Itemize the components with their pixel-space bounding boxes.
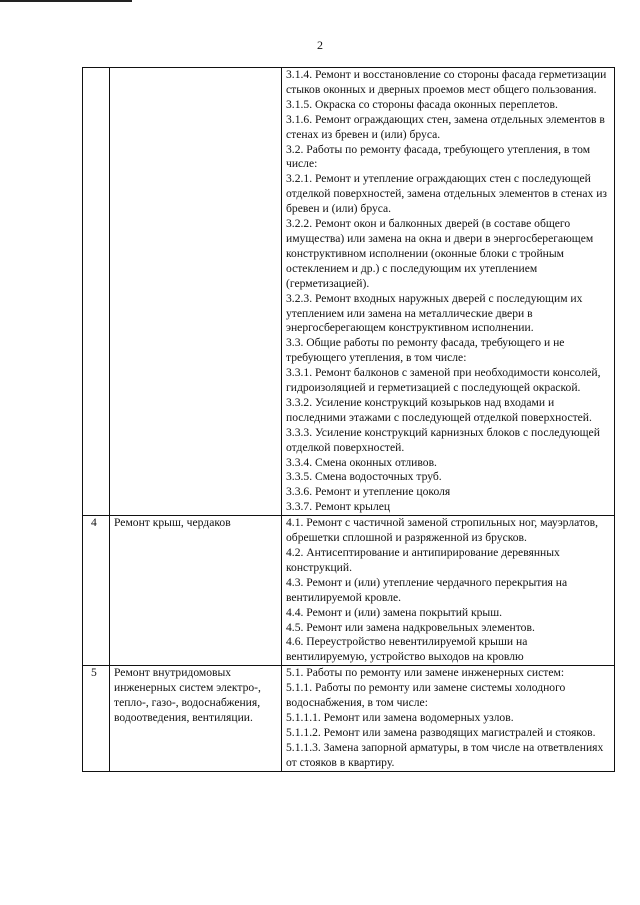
work-item: 4.6. Переустройство невентилируемой крыши на вентилируемую, устройство выходов на кровлю — [286, 635, 528, 664]
work-item: 3.2. Работы по ремонту фасада, требующего утепления, в том числе: — [286, 142, 591, 171]
row-name-cell: Ремонт внутридомовых инженерных систем электро-, тепло-, газо-, водоснабжения, водоотведения, вентиляции. — [110, 666, 282, 771]
work-item: 4.2. Антисептирование и антипирирование деревянных конструкций. — [286, 546, 560, 574]
work-item: 5.1. Работы по ремонту или замене инженерных систем: — [286, 666, 565, 680]
work-item: 3.3.7. Ремонт крылец — [286, 500, 391, 514]
work-item: 4.1. Ремонт с частичной заменой стропильных ног, мауэрлатов, обрешетки сплошной и разряженной из брусков. — [286, 516, 599, 545]
work-item: 3.2.3. Ремонт входных наружных дверей с последующим их утеплением или замена на металлические двери в энергосберегающем конструктивном исполнении. — [286, 291, 583, 335]
table-row — [83, 68, 615, 516]
work-item: 3.3.1. Ремонт балконов с заменой при необходимости консолей, гидроизоляцией и герметизацией с последующей окраской. — [286, 366, 601, 395]
work-item: 3.3.6. Ремонт и утепление цоколя — [286, 485, 451, 499]
work-item: 3.2.2. Ремонт окон и балконных дверей (в составе общего имущества) или замена на окна и двери в энергосберегающем конструктивном исполнении (оконные блоки с тройным остеклением и др.) с последующим их утеплением (герметизацией). — [286, 217, 594, 290]
work-item: 4.3. Ремонт и (или) утепление чердачного перекрытия на вентилируемой кровле. — [286, 575, 568, 604]
work-item: 3.3.2. Усиление конструкций козырьков над входами и последними этажами с последующей отделкой поверхностей. — [286, 395, 592, 424]
work-item: 3.3.5. Смена водосточных труб. — [286, 470, 442, 484]
work-item: 3.3.3. Усиление конструкций карнизных блоков с последующей отделкой поверхностей. — [286, 425, 600, 454]
work-item: 3.1.6. Ремонт ограждающих стен, замена отдельных элементов в стенах из бревен и (или) бруса. — [286, 112, 605, 141]
work-item: 5.1.1.3. Замена запорной арматуры, в том числе на ответвлениях от стояков в квартиру. — [286, 740, 604, 769]
work-item: 5.1.1.2. Ремонт или замена разводящих магистралей и стояков. — [286, 725, 596, 739]
row-name-cell: Ремонт крыш, чердаков — [110, 516, 282, 666]
row-name-cell — [110, 68, 282, 516]
row-works-cell — [282, 68, 615, 516]
row-number-cell: 5 — [83, 666, 110, 771]
work-item: 3.3. Общие работы по ремонту фасада, требующего и не требующего утепления, в том числе: — [286, 336, 565, 365]
work-item: 3.1.5. Окраска со стороны фасада оконных переплетов. — [286, 97, 558, 111]
table-row — [83, 666, 615, 771]
work-item: 3.1.4. Ремонт и восстановление со стороны фасада герметизации стыков оконных и дверных проемов мест общего пользования. — [286, 68, 607, 96]
row-works-cell — [282, 516, 615, 666]
work-item: 3.2.1. Ремонт и утепление ограждающих стен с последующей отделкой поверхностей, замена отдельных элементов в стенах из бревен и (или) бруса. — [286, 172, 607, 216]
scan-edge-mark — [0, 0, 132, 2]
work-item: 5.1.1.1. Ремонт или замена водомерных узлов. — [286, 710, 514, 724]
works-table — [82, 67, 615, 772]
work-item: 5.1.1. Работы по ремонту или замене системы холодного водоснабжения, в том числе: — [286, 681, 566, 710]
work-item: 3.3.4. Смена оконных отливов. — [286, 455, 437, 469]
row-works-cell — [282, 666, 615, 771]
page-number: 2 — [317, 38, 323, 52]
row-number-cell — [83, 68, 110, 516]
work-item: 4.5. Ремонт или замена надкровельных элементов. — [286, 620, 535, 634]
row-number-cell: 4 — [83, 516, 110, 666]
work-item: 4.4. Ремонт и (или) замена покрытий крыш. — [286, 605, 503, 619]
table-row — [83, 516, 615, 666]
